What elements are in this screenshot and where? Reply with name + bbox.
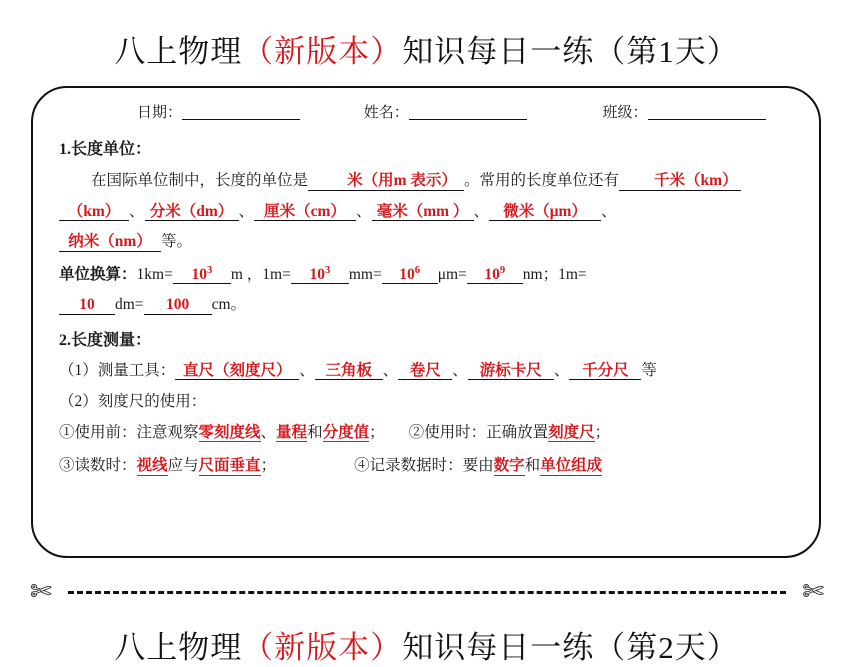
title2-part-day-number: 2 [658, 630, 675, 665]
answer-unit-um[interactable]: 微米（μm） [489, 204, 601, 222]
answer-tool-micrometer[interactable]: 千分尺 [569, 363, 641, 381]
section1-units-tail: 等。 [161, 233, 193, 250]
item2-end: ； [594, 423, 611, 441]
conv6-post: cm。 [211, 296, 246, 314]
sep-1: 、 [129, 202, 145, 220]
title-part-subject: 八上物理 [114, 34, 243, 69]
section2-tools-line [59, 363, 797, 381]
conv2-pre: 1m= [262, 265, 291, 283]
unit-conversion-line2 [59, 297, 797, 315]
scissors-left-icon: ✄ [30, 577, 52, 606]
section1-p1-mid: 。常用的长度单位还有 [464, 172, 620, 189]
answer-unit-dm[interactable]: 分米（dm） [145, 204, 239, 222]
conv1-post: m ， [230, 265, 263, 283]
answer-zero-scale[interactable]: 零刻度线 [198, 423, 261, 441]
item3-mid: 应与 [167, 457, 199, 475]
date-input-blank[interactable] [182, 104, 300, 120]
section1-paragraph-line2 [59, 204, 797, 222]
item4-pre: ④记录数据时：要由 [354, 457, 494, 475]
title2-part-version: （新版本） [242, 630, 403, 665]
name-input-blank[interactable] [409, 104, 527, 120]
title-part-practice: 每日一练（第 [466, 34, 659, 69]
student-info-row [137, 104, 797, 134]
conv5-post: dm= [115, 296, 144, 314]
sep-4: 、 [473, 202, 490, 220]
answer-range[interactable]: 量程 [276, 423, 308, 441]
item3-pre: ③读数时： [59, 457, 137, 475]
conversion-label: 单位换算： [59, 265, 137, 283]
worksheet-content [59, 104, 797, 476]
tool-sep-4: 、 [553, 361, 570, 379]
answer-m-to-um[interactable]: $10^6$ [382, 266, 438, 285]
answer-tool-caliper[interactable]: 游标卡尺 [468, 363, 554, 381]
title-part-day-number: 1 [658, 34, 675, 69]
conv1-pre: 1km= [136, 265, 173, 283]
sep-5: 、 [601, 202, 617, 220]
item1-pre: ①使用前：注意观察 [59, 423, 199, 441]
item2-pre: ②使用时：正确放置 [408, 423, 549, 441]
cut-line [22, 575, 832, 609]
name-label: 姓名： [363, 105, 409, 121]
answer-unit-mm[interactable]: 毫米（mm ） [372, 204, 474, 222]
page-title-day2 [0, 622, 853, 667]
tool-sep-1: 、 [299, 361, 315, 379]
answer-m-to-cm[interactable]: 100 [144, 297, 212, 315]
answer-tool-ruler[interactable]: 直尺（刻度尺） [175, 363, 299, 381]
dashed-divider [68, 591, 786, 594]
item1-sep1: 、 [260, 423, 277, 441]
answer-number[interactable]: 数字 [493, 457, 525, 475]
title-part-day-suffix: 天） [674, 34, 739, 69]
scissors-right-icon: ✄ [802, 577, 824, 606]
tools-label: （1）测量工具： [59, 361, 176, 379]
answer-unit-cm[interactable]: 厘米（cm） [254, 204, 356, 222]
class-input-blank[interactable] [648, 104, 766, 120]
sep-3: 、 [356, 202, 372, 220]
section2-usage-label: （2）刻度尺的使用： [59, 393, 207, 411]
title2-part-day-suffix: 天） [674, 630, 739, 665]
answer-line-of-sight[interactable]: 视线 [136, 457, 168, 475]
answer-m-to-nm[interactable]: $10^9$ [467, 266, 523, 285]
answer-tool-triangle[interactable]: 三角板 [315, 363, 383, 381]
sep-2: 、 [238, 202, 255, 220]
answer-unit-km-cont: （km） [59, 204, 129, 222]
name-field [364, 104, 527, 121]
section2-heading: 2.长度测量： [59, 331, 152, 349]
unit-conversion-line1 [59, 266, 797, 285]
section1-paragraph-line1 [59, 173, 797, 191]
title2-part-knowledge: 知识 [402, 630, 467, 665]
answer-division-value[interactable]: 分度值 [322, 423, 370, 441]
conv2-post: mm= [348, 265, 382, 283]
item4-mid: 和 [524, 457, 541, 475]
section2-usage-item-row2 [59, 458, 797, 476]
answer-unit-km[interactable]: 千米（km） [619, 173, 741, 191]
item3-end: ； [260, 457, 277, 475]
date-label: 日期： [137, 105, 183, 121]
worksheet-card [31, 86, 821, 558]
answer-unit-nm[interactable]: 纳米（nm） [59, 234, 161, 252]
tools-tail: 等 [641, 361, 657, 379]
conv4-post: nm；1m= [522, 265, 587, 283]
date-field [137, 104, 300, 121]
item1-end: ； [369, 423, 385, 441]
answer-m-to-mm[interactable]: $10^3$ [291, 266, 349, 285]
answer-tool-tape[interactable]: 卷尺 [398, 363, 452, 381]
section2-usage-item-row1 [59, 425, 797, 443]
conv3-post: μm= [437, 265, 467, 283]
title2-part-subject: 八上物理 [114, 630, 243, 665]
page-title-day1 [0, 26, 853, 71]
class-label: 班级： [602, 105, 648, 121]
tool-sep-3: 、 [452, 361, 468, 379]
tool-sep-2: 、 [382, 361, 399, 379]
item1-sep2: 和 [307, 423, 323, 441]
section1-p1-pre: 在国际单位制中，长度的单位是 [91, 172, 309, 189]
answer-length-unit[interactable]: 米（用m 表示） [308, 173, 464, 191]
title-part-version: （新版本） [242, 34, 403, 69]
title-part-knowledge: 知识 [402, 34, 467, 69]
answer-km-to-m[interactable]: $10^3$ [173, 266, 231, 285]
section1-paragraph-line3 [59, 234, 797, 252]
answer-place-ruler[interactable]: 刻度尺 [548, 423, 595, 441]
title2-part-practice: 每日一练（第 [466, 630, 659, 665]
class-field [603, 104, 766, 121]
answer-m-to-dm[interactable]: 10 [59, 297, 115, 315]
section1-heading: 1.长度单位： [59, 141, 152, 158]
answer-perpendicular[interactable]: 尺面垂直 [198, 457, 261, 475]
answer-unit-composition[interactable]: 单位组成 [540, 457, 603, 475]
